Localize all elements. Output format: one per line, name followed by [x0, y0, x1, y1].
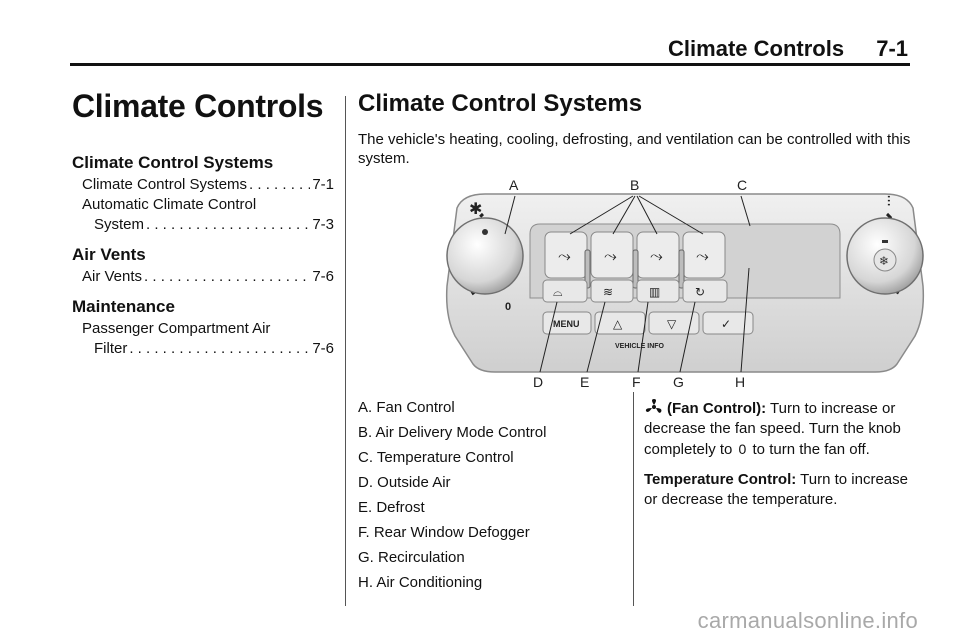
- checkmark-icon: ✓: [721, 317, 732, 331]
- temperature-control-term: Temperature Control:: [644, 471, 797, 488]
- car-icon: ⌓: [553, 285, 563, 299]
- figure-legend: [358, 398, 623, 598]
- chapter-toc: [72, 88, 334, 369]
- section-title: Climate Control Systems: [358, 90, 643, 117]
- legend-item: G. Recirculation: [358, 549, 465, 566]
- outside-air-button: [543, 280, 587, 302]
- toc-entry-label: Climate Control Systems: [82, 176, 248, 193]
- fan-control-term: (Fan Control):: [667, 400, 767, 417]
- toc-leader: [146, 215, 310, 235]
- fan-icon: [644, 398, 664, 416]
- toc-section-title: Climate Control Systems: [72, 153, 274, 172]
- control-descriptions: [644, 398, 914, 520]
- toc-entry-label[interactable]: Automatic Climate Control: [82, 196, 257, 213]
- toc-entry-page: 7-1: [312, 176, 334, 193]
- legend-item: H. Air Conditioning: [358, 574, 483, 591]
- watermark: carmanualsonline.info: [697, 608, 918, 633]
- airflow-icon: ⤳: [696, 248, 709, 265]
- fan-control-text-1: Turn to increase or decrease the fan speed. Turn the knob completely to: [644, 400, 901, 458]
- toc-section-climate-control-systems: [72, 153, 334, 235]
- toc-entry-page: 7-6: [312, 268, 334, 285]
- toc-section-air-vents: [72, 245, 334, 287]
- toc-entry-page: 7-6: [312, 340, 334, 357]
- toc-section-maintenance: [72, 297, 334, 359]
- callout-e: E: [580, 374, 590, 390]
- toc-entry[interactable]: [72, 339, 334, 359]
- toc-entry-label: Filter: [94, 340, 128, 357]
- toc-entry-label: System: [94, 216, 145, 233]
- rear-defog-icon: ▥: [649, 285, 661, 299]
- chapter-title: Climate Controls: [72, 88, 324, 124]
- up-arrow-icon: △: [613, 317, 623, 331]
- temp-knob-indicator: [882, 240, 888, 243]
- legend-item: F. Rear Window Defogger: [358, 524, 530, 541]
- running-head-section: Climate Controls: [668, 36, 845, 61]
- airflow-icon: ⤳: [558, 248, 571, 265]
- menu-button-label: MENU: [553, 319, 580, 329]
- temperature-control-text: Turn to increase or decrease the temperature.: [644, 471, 908, 508]
- column-divider-right: [633, 392, 634, 606]
- callout-a: A: [509, 177, 519, 193]
- toc-entry-label[interactable]: Passenger Compartment Air: [82, 320, 271, 337]
- toc-leader: [144, 267, 310, 287]
- temp-icon: ⫶: [887, 193, 891, 209]
- header-rule: [70, 63, 910, 66]
- airflow-icon: ⤳: [650, 248, 663, 265]
- intro-paragraph: The vehicle's heating, cooling, defrosting, and ventilation can be controlled with this system.: [358, 131, 911, 167]
- fan-off-symbol: 0: [738, 441, 747, 457]
- toc-section-title: Air Vents: [72, 245, 146, 264]
- snowflake-icon: ❄: [879, 254, 890, 268]
- fan-knob-indicator: [482, 229, 488, 235]
- legend-item: B. Air Delivery Mode Control: [358, 424, 547, 441]
- recirc-icon: ↻: [695, 285, 706, 299]
- vehicle-info-label: VEHICLE INFO: [615, 343, 665, 350]
- fan-control-paragraph: [644, 398, 914, 460]
- callout-h: H: [735, 374, 746, 390]
- temperature-control-paragraph: [644, 470, 914, 510]
- toc-entry-label: Air Vents: [82, 268, 143, 285]
- fan-zero-label: 0: [505, 301, 512, 313]
- fan-control-text-2: to turn the fan off.: [752, 441, 870, 458]
- defrost-icon: ≋: [603, 285, 614, 299]
- airflow-icon: ⤳: [604, 248, 617, 265]
- toc-entry[interactable]: [72, 175, 334, 195]
- callout-c: C: [737, 177, 748, 193]
- callout-b: B: [630, 177, 640, 193]
- callout-d: D: [533, 374, 544, 390]
- callout-f: F: [632, 374, 641, 390]
- toc-entry-page: 7-3: [312, 216, 334, 233]
- toc-entry[interactable]: [72, 215, 334, 235]
- down-arrow-icon: ▽: [667, 317, 677, 331]
- column-divider: [345, 96, 346, 606]
- fan-icon: ✱: [469, 201, 483, 218]
- running-head-page: 7-1: [876, 36, 908, 61]
- climate-panel-figure: [445, 176, 925, 391]
- legend-item: D. Outside Air: [358, 474, 451, 491]
- callout-g: G: [673, 374, 684, 390]
- toc-leader: [249, 175, 310, 195]
- legend-item: C. Temperature Control: [358, 449, 514, 466]
- legend-item: E. Defrost: [358, 499, 425, 516]
- toc-section-title: Maintenance: [72, 297, 175, 316]
- running-head: [668, 36, 908, 62]
- toc-leader: [129, 339, 310, 359]
- toc-entry[interactable]: [72, 267, 334, 287]
- legend-item: A. Fan Control: [358, 399, 455, 416]
